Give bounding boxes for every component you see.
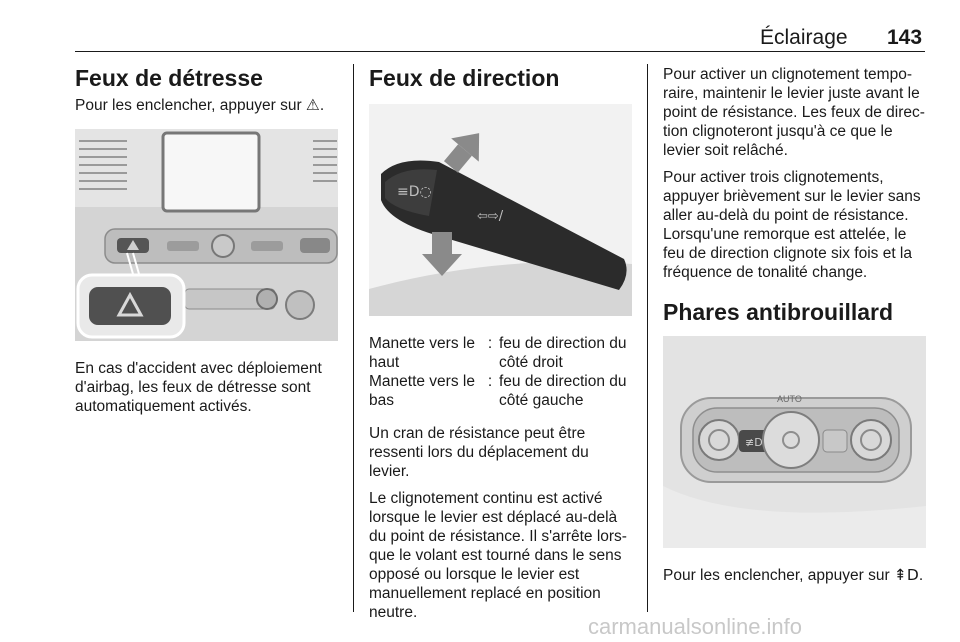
continuous-line-4: que le volant est tourné dans le sens — [369, 547, 622, 564]
hazard-button-figure — [75, 129, 338, 341]
continuous-line-2: lorsque le levier est déplacé au-delà — [369, 509, 618, 526]
svg-text:⇦⇨/: ⇦⇨/ — [477, 209, 504, 224]
three-flash-paragraph — [663, 168, 928, 282]
continuous-line-7: neutre. — [369, 604, 418, 621]
fog-caption-end: . — [918, 567, 924, 584]
temporary-line-5: levier soit relâché. — [663, 142, 788, 159]
continuous-line-1: Le clignotement continu est activé — [369, 490, 603, 507]
hazard-body-line-3: automatiquement activés. — [75, 398, 252, 415]
continuous-line-5: opposé ou lorsque le levier est — [369, 566, 580, 583]
continuous-flash-paragraph — [369, 489, 633, 622]
hazard-intro-text: Pour les enclencher, appuyer sur — [75, 97, 302, 114]
section-heading-turn-signals: Feux de direction — [369, 65, 560, 91]
temporary-line-4: tion clignoteront jusqu'à ce que le — [663, 123, 893, 140]
lever-def-down-term — [369, 372, 481, 410]
column-hazard-lights — [75, 62, 343, 416]
column-divider-1 — [353, 64, 354, 612]
lever-def-down-desc-line-1: feu de direction du — [499, 373, 627, 390]
temporary-line-1: Pour activer un clignotement tempo- — [663, 66, 912, 83]
three-flash-line-5: feu de direction clignote six fois et la — [663, 245, 912, 262]
hazard-intro — [75, 96, 343, 115]
three-flash-line-2: appuyer brièvement sur le levier sans — [663, 188, 921, 205]
fog-caption — [663, 566, 928, 585]
resistance-line-2: ressenti lors du déplacement du — [369, 444, 589, 461]
hazard-triangle-icon: ⚠ — [305, 96, 320, 114]
svg-text:≢D: ≢D — [745, 436, 763, 449]
svg-text:≡D◌: ≡D◌ — [397, 184, 432, 200]
lever-def-up-desc-line-2: côté droit — [499, 354, 563, 371]
temporary-line-2: raire, maintenir le levier juste avant le — [663, 85, 920, 102]
header-title: Éclairage — [760, 26, 848, 49]
lever-def-down-desc — [499, 372, 632, 410]
lever-direction-list — [369, 334, 633, 410]
section-heading-hazard: Feux de détresse — [75, 65, 263, 91]
hazard-body-line-2: d'airbag, les feux de détresse sont — [75, 379, 311, 396]
temporary-line-3: point de résistance. Les feux de direc- — [663, 104, 925, 121]
lever-def-down-colon: : — [487, 373, 493, 390]
lever-def-up-term-line-1: Manette vers le — [369, 335, 475, 352]
continuous-line-6: manuellement replacé en position — [369, 585, 601, 602]
watermark: carmanualsonline.info — [588, 614, 803, 639]
page-number: 143 — [887, 26, 923, 49]
three-flash-line-1: Pour activer trois clignotements, — [663, 169, 884, 186]
hazard-body-line-1: En cas d'accident avec déploiement — [75, 360, 322, 377]
lever-def-up-desc — [499, 334, 632, 372]
continuous-line-3: du point de résistance. Il s'arrête lors- — [369, 528, 627, 545]
temporary-flash-paragraph — [663, 65, 928, 160]
three-flash-line-4: Lorsqu'une remorque est attelée, le — [663, 226, 907, 243]
header-rule — [75, 51, 925, 52]
three-flash-line-6: fréquence de tonalité change. — [663, 264, 868, 281]
lever-def-down-desc-line-2: côté gauche — [499, 392, 584, 409]
column-divider-2 — [647, 64, 648, 612]
lever-def-up — [369, 334, 633, 372]
lever-def-up-colon: : — [487, 335, 493, 352]
column-turn-signals — [369, 62, 633, 622]
three-flash-line-3: aller au-delà du point de résistance. — [663, 207, 909, 224]
fog-caption-text: Pour les enclencher, appuyer sur — [663, 567, 890, 584]
resistance-line-3: levier. — [369, 463, 410, 480]
hazard-intro-end: . — [319, 97, 325, 114]
fog-light-switch-figure — [663, 336, 926, 548]
fog-light-icon: ⇞D — [893, 566, 919, 584]
resistance-line-1: Un cran de résistance peut être — [369, 425, 586, 442]
turn-signal-lever-figure — [369, 104, 632, 316]
lever-def-down — [369, 372, 633, 410]
column-fog-lights — [663, 65, 928, 591]
lever-def-down-term-line-1: Manette vers le — [369, 373, 475, 390]
lever-def-up-term-line-2: haut — [369, 354, 400, 371]
resistance-paragraph — [369, 424, 633, 481]
lever-def-up-term — [369, 334, 481, 372]
lever-def-down-term-line-2: bas — [369, 392, 394, 409]
lever-def-up-desc-line-1: feu de direction du — [499, 335, 627, 352]
section-heading-fog-lights: Phares antibrouillard — [663, 299, 894, 325]
switch-auto-label: AUTO — [777, 394, 802, 404]
